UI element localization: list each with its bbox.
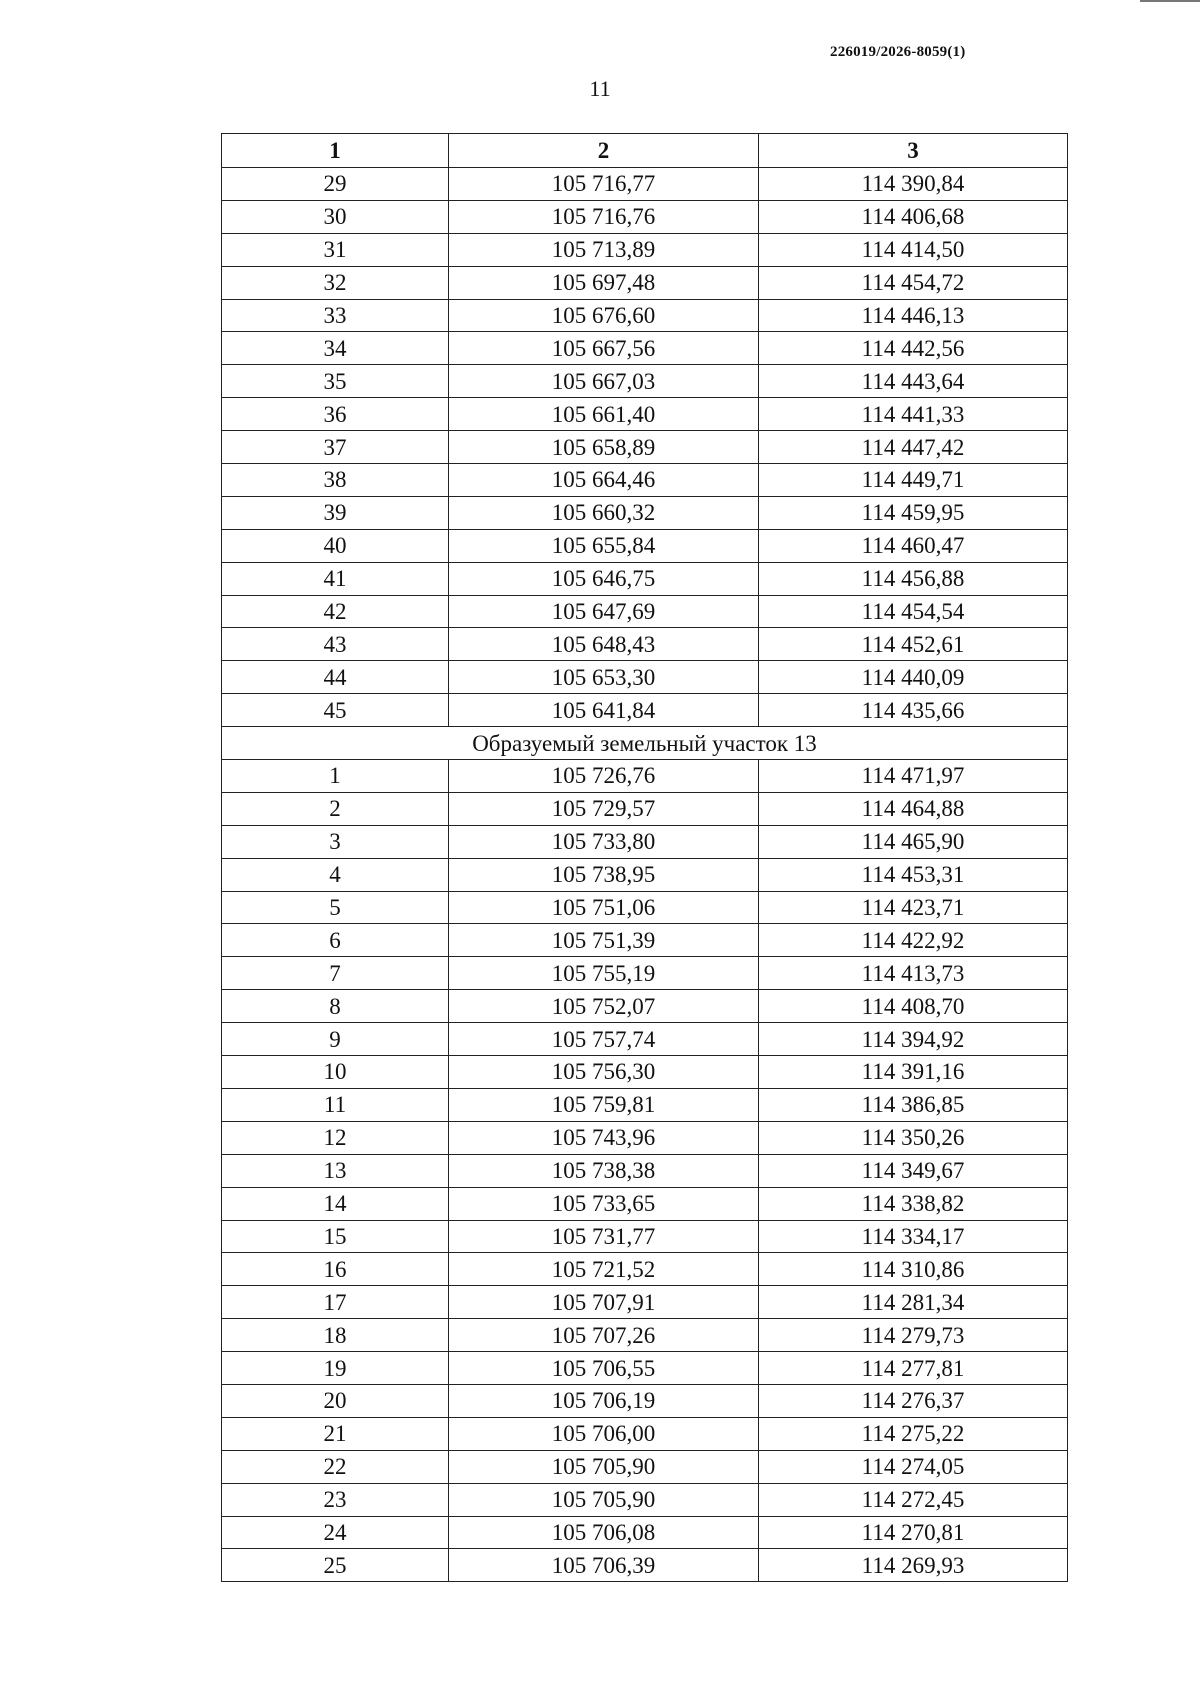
table-row (222, 1088, 1068, 1121)
page-number: 11 (589, 76, 611, 101)
y-coordinate-cell: 114 446,13 (759, 299, 1068, 332)
table-row (222, 990, 1068, 1023)
x-coordinate-cell: 105 721,52 (449, 1253, 759, 1286)
table-row (222, 825, 1068, 858)
y-coordinate-cell: 114 274,05 (759, 1450, 1068, 1483)
x-coordinate-cell: 105 648,43 (449, 628, 759, 661)
x-coordinate-cell: 105 653,30 (449, 661, 759, 694)
x-coordinate-cell: 105 646,75 (449, 562, 759, 595)
point-number-cell: 16 (222, 1253, 449, 1286)
x-coordinate-cell: 105 729,57 (449, 792, 759, 825)
point-number-cell: 23 (222, 1483, 449, 1516)
point-number-cell: 1 (222, 760, 449, 793)
y-coordinate-cell: 114 269,93 (759, 1549, 1068, 1582)
table-row (222, 529, 1068, 562)
point-number-cell: 39 (222, 496, 449, 529)
point-number-cell: 25 (222, 1549, 449, 1582)
x-coordinate-cell: 105 658,89 (449, 431, 759, 464)
y-coordinate-cell: 114 442,56 (759, 332, 1068, 365)
x-coordinate-cell: 105 655,84 (449, 529, 759, 562)
y-coordinate-cell: 114 440,09 (759, 661, 1068, 694)
y-coordinate-cell: 114 453,31 (759, 858, 1068, 891)
x-coordinate-cell: 105 731,77 (449, 1220, 759, 1253)
x-coordinate-cell: 105 757,74 (449, 1023, 759, 1056)
point-number-cell: 2 (222, 792, 449, 825)
x-coordinate-cell: 105 667,03 (449, 365, 759, 398)
table-row (222, 924, 1068, 957)
table-row (222, 1319, 1068, 1352)
table-row (222, 595, 1068, 628)
point-number-cell: 36 (222, 398, 449, 431)
table-row (222, 200, 1068, 233)
point-number-cell: 13 (222, 1154, 449, 1187)
point-number-cell: 21 (222, 1417, 449, 1450)
y-coordinate-cell: 114 443,64 (759, 365, 1068, 398)
y-coordinate-cell: 114 459,95 (759, 496, 1068, 529)
table-row (222, 496, 1068, 529)
point-number-cell: 22 (222, 1450, 449, 1483)
table-row (222, 661, 1068, 694)
table-row (222, 1220, 1068, 1253)
y-coordinate-cell: 114 391,16 (759, 1056, 1068, 1089)
x-coordinate-cell: 105 751,06 (449, 891, 759, 924)
point-number-cell: 12 (222, 1121, 449, 1154)
table-row (222, 332, 1068, 365)
x-coordinate-cell: 105 756,30 (449, 1056, 759, 1089)
x-coordinate-cell: 105 697,48 (449, 266, 759, 299)
y-coordinate-cell: 114 277,81 (759, 1352, 1068, 1385)
scan-edge-mark (1140, 0, 1200, 2)
point-number-cell: 42 (222, 595, 449, 628)
y-coordinate-cell: 114 460,47 (759, 529, 1068, 562)
x-coordinate-cell: 105 660,32 (449, 496, 759, 529)
point-number-cell: 44 (222, 661, 449, 694)
x-coordinate-cell: 105 716,77 (449, 168, 759, 201)
point-number-cell: 14 (222, 1187, 449, 1220)
x-coordinate-cell: 105 752,07 (449, 990, 759, 1023)
y-coordinate-cell: 114 452,61 (759, 628, 1068, 661)
y-coordinate-cell: 114 414,50 (759, 233, 1068, 266)
document-number: 226019/2026-8059(1) (830, 44, 966, 60)
y-coordinate-cell: 114 349,67 (759, 1154, 1068, 1187)
table-row (222, 1549, 1068, 1582)
y-coordinate-cell: 114 471,97 (759, 760, 1068, 793)
point-number-cell: 17 (222, 1286, 449, 1319)
x-coordinate-cell: 105 706,39 (449, 1549, 759, 1582)
y-coordinate-cell: 114 272,45 (759, 1483, 1068, 1516)
coordinates-table (221, 133, 1068, 1582)
y-coordinate-cell: 114 386,85 (759, 1088, 1068, 1121)
y-coordinate-cell: 114 422,92 (759, 924, 1068, 957)
point-number-cell: 35 (222, 365, 449, 398)
table-row (222, 398, 1068, 431)
section-row (222, 727, 1068, 760)
table-row (222, 891, 1068, 924)
y-coordinate-cell: 114 394,92 (759, 1023, 1068, 1056)
point-number-cell: 37 (222, 431, 449, 464)
x-coordinate-cell: 105 641,84 (449, 694, 759, 727)
x-coordinate-cell: 105 706,55 (449, 1352, 759, 1385)
x-coordinate-cell: 105 707,91 (449, 1286, 759, 1319)
y-coordinate-cell: 114 334,17 (759, 1220, 1068, 1253)
point-number-cell: 32 (222, 266, 449, 299)
table-row (222, 299, 1068, 332)
y-coordinate-cell: 114 456,88 (759, 562, 1068, 595)
y-coordinate-cell: 114 281,34 (759, 1286, 1068, 1319)
table-row (222, 1516, 1068, 1549)
x-coordinate-cell: 105 738,95 (449, 858, 759, 891)
table-row (222, 858, 1068, 891)
table-row (222, 1187, 1068, 1220)
y-coordinate-cell: 114 465,90 (759, 825, 1068, 858)
x-coordinate-cell: 105 733,80 (449, 825, 759, 858)
column-header: 3 (759, 134, 1068, 168)
column-header: 2 (449, 134, 759, 168)
table-row (222, 266, 1068, 299)
table-row (222, 957, 1068, 990)
point-number-cell: 30 (222, 200, 449, 233)
point-number-cell: 31 (222, 233, 449, 266)
x-coordinate-cell: 105 661,40 (449, 398, 759, 431)
y-coordinate-cell: 114 413,73 (759, 957, 1068, 990)
y-coordinate-cell: 114 406,68 (759, 200, 1068, 233)
y-coordinate-cell: 114 447,42 (759, 431, 1068, 464)
point-number-cell: 6 (222, 924, 449, 957)
x-coordinate-cell: 105 705,90 (449, 1483, 759, 1516)
point-number-cell: 45 (222, 694, 449, 727)
y-coordinate-cell: 114 310,86 (759, 1253, 1068, 1286)
x-coordinate-cell: 105 738,38 (449, 1154, 759, 1187)
y-coordinate-cell: 114 454,72 (759, 266, 1068, 299)
x-coordinate-cell: 105 707,26 (449, 1319, 759, 1352)
point-number-cell: 29 (222, 168, 449, 201)
point-number-cell: 15 (222, 1220, 449, 1253)
table-row (222, 1352, 1068, 1385)
table-row (222, 1483, 1068, 1516)
table-row (222, 562, 1068, 595)
x-coordinate-cell: 105 759,81 (449, 1088, 759, 1121)
table-row (222, 365, 1068, 398)
point-number-cell: 3 (222, 825, 449, 858)
x-coordinate-cell: 105 706,19 (449, 1384, 759, 1417)
x-coordinate-cell: 105 713,89 (449, 233, 759, 266)
table-header-row (222, 134, 1068, 168)
table-row (222, 1450, 1068, 1483)
point-number-cell: 33 (222, 299, 449, 332)
y-coordinate-cell: 114 279,73 (759, 1319, 1068, 1352)
y-coordinate-cell: 114 275,22 (759, 1417, 1068, 1450)
table-row (222, 694, 1068, 727)
y-coordinate-cell: 114 454,54 (759, 595, 1068, 628)
x-coordinate-cell: 105 755,19 (449, 957, 759, 990)
table-row (222, 792, 1068, 825)
y-coordinate-cell: 114 276,37 (759, 1384, 1068, 1417)
table-row (222, 760, 1068, 793)
point-number-cell: 43 (222, 628, 449, 661)
x-coordinate-cell: 105 726,76 (449, 760, 759, 793)
point-number-cell: 5 (222, 891, 449, 924)
table-row (222, 1056, 1068, 1089)
y-coordinate-cell: 114 423,71 (759, 891, 1068, 924)
x-coordinate-cell: 105 743,96 (449, 1121, 759, 1154)
table-row (222, 1286, 1068, 1319)
y-coordinate-cell: 114 464,88 (759, 792, 1068, 825)
y-coordinate-cell: 114 338,82 (759, 1187, 1068, 1220)
column-header: 1 (222, 134, 449, 168)
table-row (222, 1253, 1068, 1286)
point-number-cell: 19 (222, 1352, 449, 1385)
x-coordinate-cell: 105 706,08 (449, 1516, 759, 1549)
y-coordinate-cell: 114 270,81 (759, 1516, 1068, 1549)
point-number-cell: 18 (222, 1319, 449, 1352)
y-coordinate-cell: 114 350,26 (759, 1121, 1068, 1154)
point-number-cell: 38 (222, 464, 449, 497)
x-coordinate-cell: 105 706,00 (449, 1417, 759, 1450)
point-number-cell: 4 (222, 858, 449, 891)
point-number-cell: 10 (222, 1056, 449, 1089)
section-title: Образуемый земельный участок 13 (222, 727, 1068, 760)
table-row (222, 431, 1068, 464)
y-coordinate-cell: 114 390,84 (759, 168, 1068, 201)
y-coordinate-cell: 114 408,70 (759, 990, 1068, 1023)
point-number-cell: 24 (222, 1516, 449, 1549)
x-coordinate-cell: 105 705,90 (449, 1450, 759, 1483)
point-number-cell: 41 (222, 562, 449, 595)
table-row (222, 464, 1068, 497)
x-coordinate-cell: 105 676,60 (449, 299, 759, 332)
table-row (222, 233, 1068, 266)
x-coordinate-cell: 105 667,56 (449, 332, 759, 365)
point-number-cell: 11 (222, 1088, 449, 1121)
table-row (222, 1121, 1068, 1154)
table-row (222, 168, 1068, 201)
x-coordinate-cell: 105 751,39 (449, 924, 759, 957)
table-row (222, 628, 1068, 661)
y-coordinate-cell: 114 441,33 (759, 398, 1068, 431)
point-number-cell: 40 (222, 529, 449, 562)
y-coordinate-cell: 114 449,71 (759, 464, 1068, 497)
table-row (222, 1384, 1068, 1417)
x-coordinate-cell: 105 716,76 (449, 200, 759, 233)
table-body (222, 168, 1068, 1582)
point-number-cell: 20 (222, 1384, 449, 1417)
x-coordinate-cell: 105 647,69 (449, 595, 759, 628)
x-coordinate-cell: 105 664,46 (449, 464, 759, 497)
table-row (222, 1417, 1068, 1450)
y-coordinate-cell: 114 435,66 (759, 694, 1068, 727)
x-coordinate-cell: 105 733,65 (449, 1187, 759, 1220)
point-number-cell: 9 (222, 1023, 449, 1056)
point-number-cell: 34 (222, 332, 449, 365)
table-row (222, 1023, 1068, 1056)
point-number-cell: 7 (222, 957, 449, 990)
point-number-cell: 8 (222, 990, 449, 1023)
table-row (222, 1154, 1068, 1187)
